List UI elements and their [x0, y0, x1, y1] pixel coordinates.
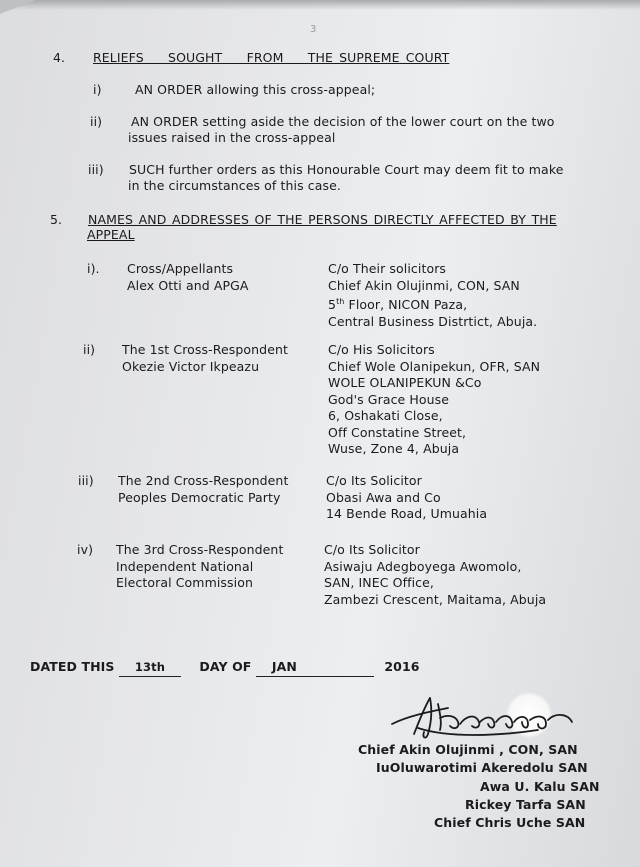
handwritten-signature: [388, 694, 598, 746]
signatory-name: Awa U. Kalu SAN: [480, 779, 600, 794]
relief-item-number: iii): [88, 162, 104, 177]
signatory-name: Chief Akin Olujinmi , CON, SAN: [358, 742, 578, 757]
party-name: The 1st Cross-Respondent Okezie Victor Ikpeazu: [122, 342, 289, 374]
section-4-number: 4.: [53, 50, 66, 65]
party-address: C/o His Solicitors Chief Wole Olanipekun, OFR, SAN WOLE OLANIPEKUN &Co God's Grace House 6, Oshakati Close, Off Constatine Street, Wuse, Zone 4, Abuja: [328, 342, 541, 456]
relief-item-text: AN ORDER setting aside the decision of the lower court on the two: [131, 114, 555, 129]
party-name: The 2nd Cross-Respondent Peoples Democratic Party: [118, 473, 289, 505]
signatory-name: Rickey Tarfa SAN: [465, 797, 586, 812]
party-name: The 3rd Cross-Respondent Independent National Electoral Commission: [116, 542, 284, 590]
page-number: 3: [310, 24, 317, 35]
relief-item-text: AN ORDER allowing this cross-appeal;: [135, 82, 376, 97]
relief-item-text: in the circumstances of this case.: [128, 178, 341, 193]
relief-item-text: SUCH further orders as this Honourable Court may deem fit to make: [129, 162, 564, 177]
relief-item-number: i): [93, 82, 102, 97]
dated-prefix: DATED THIS: [30, 659, 115, 674]
relief-item-number: ii): [90, 114, 103, 129]
party-address: C/o Its Solicitor Obasi Awa and Co 14 Bende Road, Umuahia: [326, 473, 488, 521]
dated-month: JAN: [271, 659, 297, 674]
section-4-heading: RELIEFS SOUGHT FROM THE SUPREME COURT: [93, 50, 450, 65]
signatory-name: IuOluwarotimi Akeredolu SAN: [376, 760, 588, 775]
section-5-number: 5.: [50, 212, 63, 227]
page-top-shadow: [0, 0, 640, 10]
party-number: ii): [83, 342, 96, 357]
dated-line: [30, 659, 420, 677]
party-name: Cross/Appellants Alex Otti and APGA: [127, 261, 249, 293]
section-5-heading: NAMES AND ADDRESSES OF THE PERSONS DIRECTLY AFFECTED BY THE: [88, 212, 557, 227]
party-address: C/o Its Solicitor Asiwaju Adegboyega Awomolo, SAN, INEC Office, Zambezi Crescent, Maitama, Abuja: [324, 542, 547, 607]
party-number: i).: [87, 261, 100, 276]
dated-month-blank: [256, 659, 374, 677]
dated-day: 13th: [134, 660, 166, 674]
dated-year: 2016: [384, 659, 420, 674]
party-address: C/o Their solicitors Chief Akin Olujinmi, CON, SAN 5th Floor, NICON Paza, Central Business Distrtict, Abuja.: [328, 261, 538, 329]
party-number: iii): [78, 473, 94, 488]
party-number: iv): [77, 542, 94, 557]
relief-item-text: issues raised in the cross-appeal: [128, 130, 336, 145]
dated-day-of: DAY OF: [199, 659, 252, 674]
signatory-name: Chief Chris Uche SAN: [434, 815, 586, 830]
section-5-heading: APPEAL: [87, 227, 135, 242]
dated-day-blank: [119, 659, 181, 677]
